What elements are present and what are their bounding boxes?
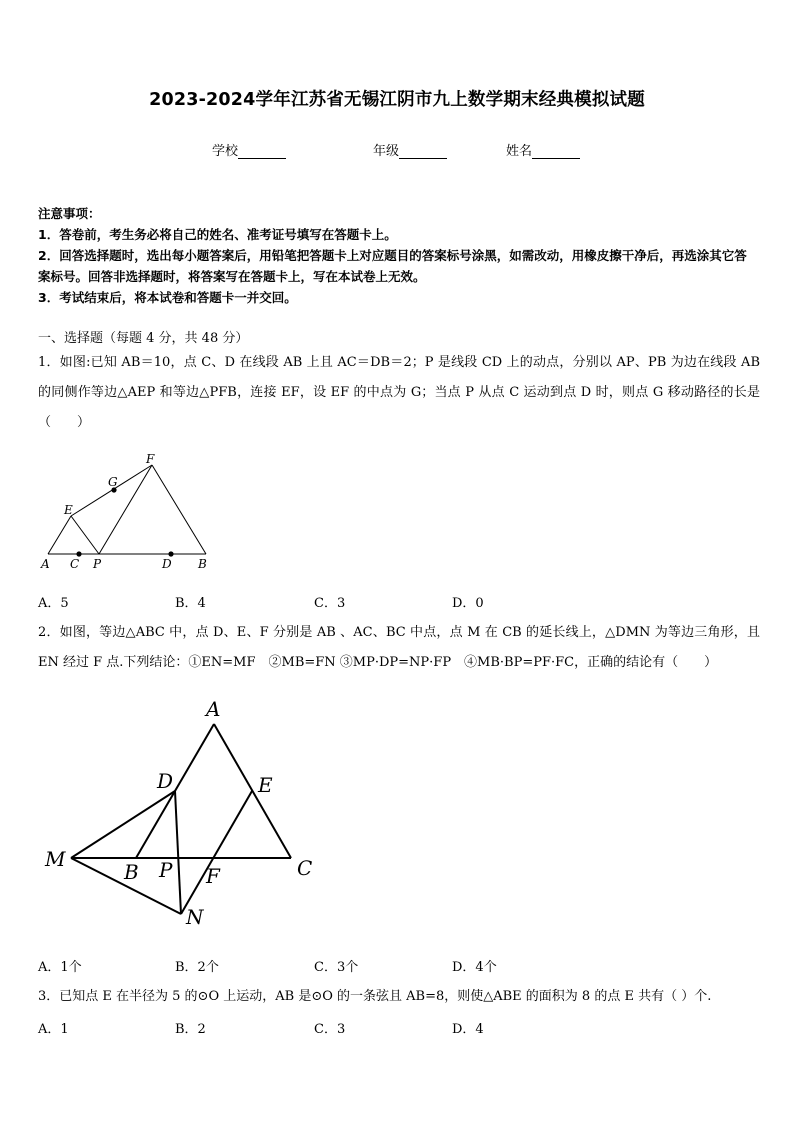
fig1-label-c: C xyxy=(70,557,80,571)
fig2-label-a: A xyxy=(206,697,221,721)
fig1-label-f: F xyxy=(146,452,155,466)
fig2-label-n: N xyxy=(186,905,204,929)
name-label: 姓名 xyxy=(506,144,533,159)
grade-label: 年级 xyxy=(373,144,400,159)
option-d[interactable]: D．4 xyxy=(452,1022,484,1037)
notes-block xyxy=(38,203,758,308)
name-field[interactable] xyxy=(506,140,580,159)
notes-heading: 注意事项： xyxy=(38,206,101,221)
grade-blank[interactable] xyxy=(399,144,447,159)
option-b[interactable]: B．2个 xyxy=(175,960,219,975)
fig2-label-p: P xyxy=(159,858,173,882)
fig1-label-b: B xyxy=(198,557,207,571)
fig1-label-g: G xyxy=(108,475,118,489)
question-3-text: 3．已知点 E 在半径为 5 的⊙O 上运动，AB 是⊙O 的一条弦且 AB=8，则使△ABE 的面积为 8 的点 E 共有（ ）个. xyxy=(38,989,712,1004)
option-c[interactable]: C．3 xyxy=(314,596,346,611)
fig2-label-d: D xyxy=(157,769,174,793)
name-blank[interactable] xyxy=(532,144,580,159)
option-c[interactable]: C．3 xyxy=(314,1022,346,1037)
note-item: 3．考试结束后，将本试卷和答题卡一并交回。 xyxy=(38,290,297,305)
fig2-label-e: E xyxy=(258,773,273,797)
paper-title: 2023-2024学年江苏省无锡江阴市九上数学期末经典模拟试题 xyxy=(149,90,645,110)
question-1-text: 1．如图:已知 AB＝10，点 C、D 在线段 AB 上且 AC＝DB＝2；P 是线段 CD 上的动点，分别以 AP、PB 为边在线段 AB 的同侧作等边△AEP 和等边△PFB，连接 EF，设 EF 的中点为 G；当点 P 从点 C 运动到点 D 时，则点 G 移动路径的长是（ ） xyxy=(38,355,760,430)
fig2-label-b: B xyxy=(124,860,139,884)
option-a[interactable]: A．1个 xyxy=(38,960,82,975)
question-2-text: 2．如图，等边△ABC 中，点 D、E、F 分别是 AB 、AC、BC 中点，点 M 在 CB 的延长线上，△DMN 为等边三角形，且 EN 经过 F 点.下列结论：①EN=MF ②MB=FN ③MP·DP=NP·FP ④MB·BP=PF·FC，正确的结论有（ ） xyxy=(38,625,760,670)
option-d[interactable]: D．0 xyxy=(452,596,484,611)
school-blank[interactable] xyxy=(238,144,286,159)
question-1-figure xyxy=(36,450,216,575)
option-a[interactable]: A．1 xyxy=(38,1022,69,1037)
question-2-figure xyxy=(40,690,330,940)
school-field[interactable] xyxy=(212,140,286,159)
fig2-label-f: F xyxy=(206,864,220,888)
school-label: 学校 xyxy=(212,144,239,159)
fig1-label-e: E xyxy=(64,503,73,517)
question-3-options xyxy=(38,1018,760,1038)
note-item: 1．答卷前，考生务必将自己的姓名、准考证号填写在答题卡上。 xyxy=(38,227,397,242)
fig1-label-a: A xyxy=(41,557,50,571)
question-1-options xyxy=(38,592,760,612)
option-b[interactable]: B．2 xyxy=(175,1022,206,1037)
option-d[interactable]: D．4个 xyxy=(452,960,497,975)
grade-field[interactable] xyxy=(373,140,447,159)
note-item: 2．回答选择题时，选出每小题答案后，用铅笔把答题卡上对应题目的答案标号涂黑，如需改动，用橡皮擦干净后，再选涂其它答案标号。回答非选择题时，将答案写在答题卡上，写在本试卷上无效。 xyxy=(38,248,747,284)
question-2-options xyxy=(38,956,760,976)
option-a[interactable]: A．5 xyxy=(38,596,69,611)
section-title: 一、选择题（每题 4 分，共 48 分） xyxy=(38,331,249,346)
option-b[interactable]: B．4 xyxy=(175,596,206,611)
fig1-label-d: D xyxy=(162,557,172,571)
fig2-label-m: M xyxy=(45,847,66,871)
fig2-label-c: C xyxy=(297,856,313,880)
option-c[interactable]: C．3个 xyxy=(314,960,359,975)
fig1-label-p: P xyxy=(93,557,102,571)
